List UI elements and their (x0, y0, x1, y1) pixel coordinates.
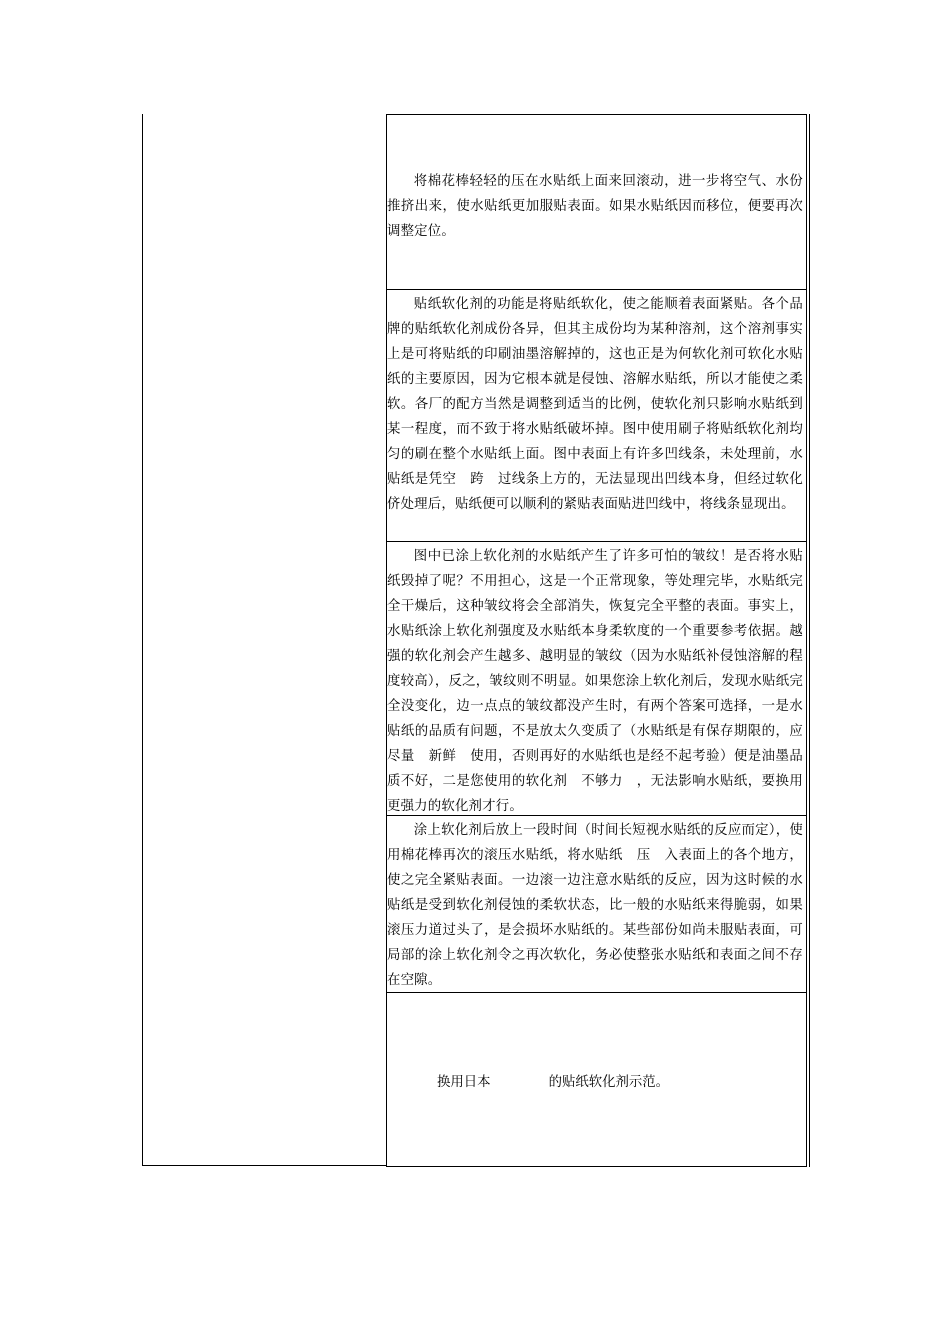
left-image-column (142, 114, 386, 1166)
step-cell-decal-softener-function (387, 289, 806, 541)
step-text: 贴纸软化剂的功能是将贴纸软化，使之能顺着表面紧贴。各个品牌的贴纸软化剂成份各异，但其主成份均为某种溶剂，这个溶剂事实上是可将贴纸的印刷油墨溶解掉的，这也正是为何软化剂可软化水贴纸的主要原因，因为它根本就是侵蚀、溶解水贴纸，所以才能使之柔软。各厂的配方当然是调整到适当的比例，使软化剂只影响水贴纸到某一程度，而不致于将水贴纸破坏掉。图中使用刷子将贴纸软化剂均匀的刷在整个水贴纸上面。图中表面上有许多凹线条，未处理前，水贴纸是凭空 跨 过线条上方的，无法显现出凹线本身，但经过软化侪处理后，贴纸便可以顺利的紧贴表面贴进凹线中，将线条显现出。 (387, 297, 803, 512)
right-text-column (386, 114, 807, 1167)
caption-part-1: 换用日本 (437, 1075, 491, 1090)
step-cell-press-cotton-swab (387, 114, 806, 288)
caption-text (437, 1070, 669, 1095)
caption-part-2: 的贴纸软化剂示范。 (548, 1075, 670, 1090)
step-text: 将棉花棒轻轻的压在水贴纸上面来回滚动，进一步将空气、水份推挤出来，使水贴纸更加服贴表面。如果水贴纸因而移位，便要再次调整定位。 (387, 174, 803, 239)
step-text: 图中已涂上软化剂的水贴纸产生了许多可怕的皱纹！是否将水贴纸毁掉了呢？不用担心，这是一个正常现象，等处理完毕，水贴纸完全干燥后，这种皱纹将会全部消失，恢复完全平整的表面。事实上，水贴纸涂上软化剂强度及水贴纸本身柔软度的一个重要参考依据。越强的软化剂会产生越多、越明显的皱纹（因为水贴纸补侵蚀溶解的程度较高），反之，皱纹则不明显。如果您涂上软化剂后，发现水贴纸完全没变化，边一点点的皱纹都没产生时，有两个答案可选择，一是水贴纸的品质有问题，不是放太久变质了（水贴纸是有保存期限的，应尽量 新鲜 使用，否则再好的水贴纸也是经不起考验）便是油墨品质不好，二是您使用的软化剂 不够力 ，无法影响水贴纸，要换用更强力的软化剂才行。 (387, 549, 803, 814)
step-cell-roll-again (387, 815, 806, 992)
step-text: 涂上软化剂后放上一段时间（时间长短视水贴纸的反应而定），使用棉花棒再次的滚压水贴纸，将水贴纸 压 入表面上的各个地方，使之完全紧贴表面。一边滚一边注意水贴纸的反应，因为这时候的水贴纸是受到软化剂侵蚀的柔软状态，比一般的水贴纸来得脆弱，如果滚压力道过头了，是会损坏水贴纸的。某些部份如尚未服贴表面，可局部的涂上软化剂令之再次软化，务必使整张水贴纸和表面之间不存在空隙。 (387, 823, 803, 988)
step-cell-wrinkles-explanation (387, 541, 806, 815)
step-cell-caption (387, 992, 806, 1167)
